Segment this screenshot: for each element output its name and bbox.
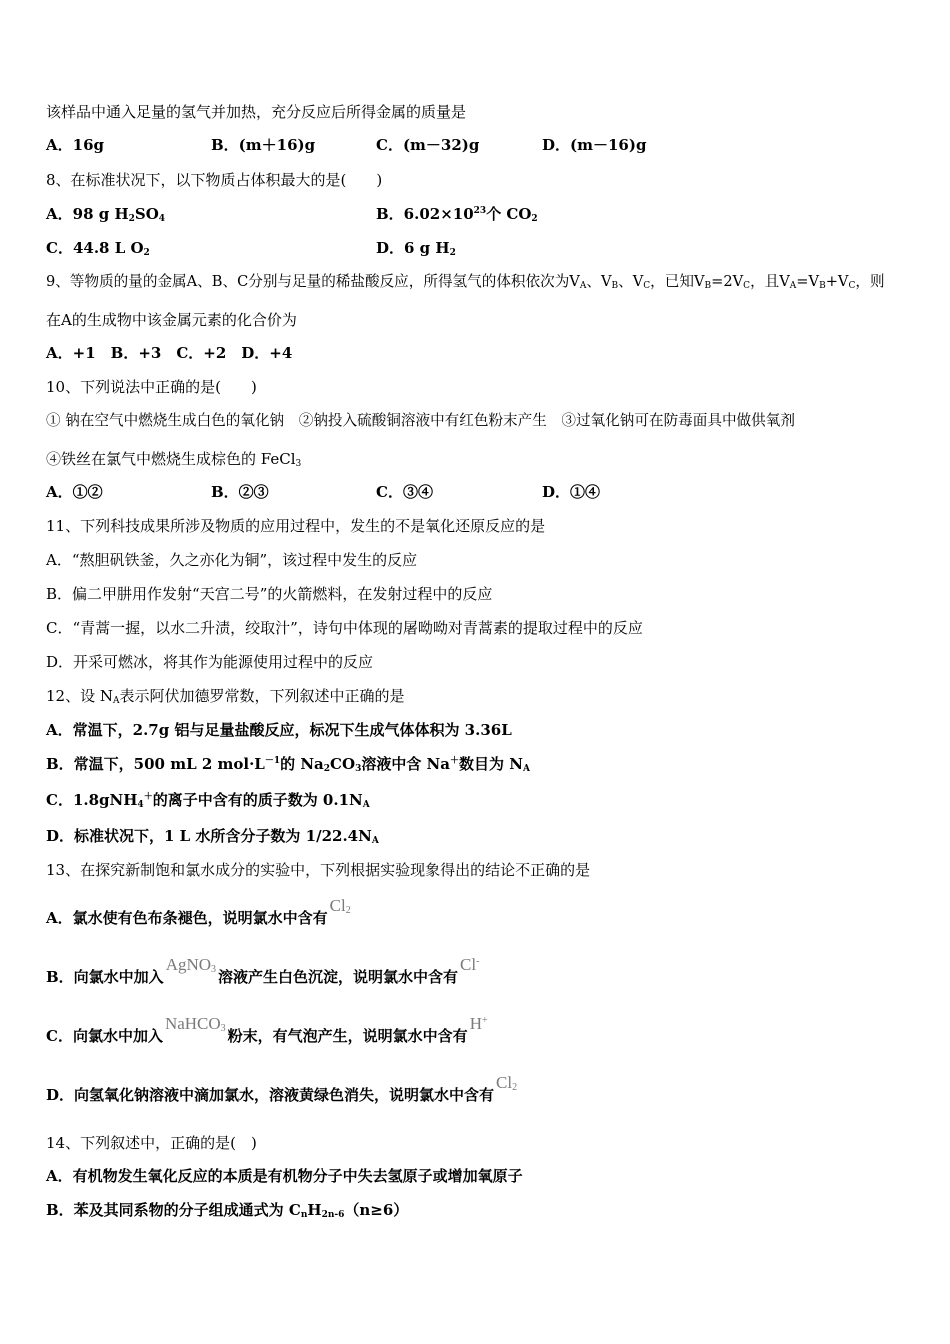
q8-stem: 8、在标准状况下，以下物质占体积最大的是( ) [46, 171, 383, 189]
q11-option-b: B．偏二甲肼用作发射“天宫二号”的火箭燃料，在发射过程中的反应 [46, 585, 493, 603]
q10-option-c: C．③④ [376, 483, 433, 501]
q9-line1: 9、等物质的量的金属A、B、C分别与足量的稀盐酸反应，所得氢气的体积依次为$V_A$、$V_B$、$V_C$，已知$V_B=2V_C$，且$V_A=V_B+V_C$，则 [46, 273, 885, 291]
formula-cl-ion: Cl- [460, 955, 480, 974]
q13-option-b: B．向氯水中加入AgNO$_3$ 溶液产生白色沉淀，说明氯水中含有Cl- [46, 955, 480, 986]
q10-stem: 10、下列说法中正确的是( ) [46, 378, 257, 396]
q13-stem: 13、在探究新制饱和氯水成分的实验中，下列根据实验现象得出的结论不正确的是 [46, 861, 591, 879]
q8-option-c: C．44.8 L $O_2$ [46, 239, 150, 258]
formula-cl2: $Cl_2$ [329, 896, 351, 916]
q14-stem: 14、下列叙述中，正确的是( ) [46, 1134, 257, 1152]
q12-option-b: B．常温下，500 mL 2 $mol\cdot L^{-1}$的 $Na_2CO_3$溶液中含 Na＋数目为 $N_A$ [46, 755, 530, 774]
q11-stem: 11、下列科技成果所涉及物质的应用过程中，发生的不是氧化还原反应的是 [46, 517, 546, 535]
q9-line2: 在A的生成物中该金属元素的化合价为 [46, 311, 297, 329]
q10-option-d: D．①④ [542, 483, 601, 501]
q14-option-a: A．有机物发生氧化反应的本质是有机物分子中失去氢原子或增加氧原子 [46, 1167, 523, 1185]
q7-option-b: B．(m＋16)g [211, 136, 316, 154]
formula-cl2-d: $Cl_2$ [496, 1073, 518, 1093]
q13-option-c: C．向氯水中加入NaHCO$_3$ 粉末，有气泡产生，说明氯水中含有H+ [46, 1014, 488, 1045]
q7-option-c: C．(m－32)g [376, 136, 480, 154]
q10-statements-line1: ① 钠在空气中燃烧生成白色的氧化钠 ②钠投入硫酸铜溶液中有红色粉末产生 ③过氧化钠可在防毒面具中做供氧剂 [46, 412, 795, 429]
q10-option-a: A．①② [46, 483, 103, 501]
q7-option-d: D．(m－16)g [542, 136, 647, 154]
q13-option-a: A．氯水使有色布条褪色，说明氯水中含有$Cl_2$ [46, 896, 351, 927]
q10-option-b: B．②③ [211, 483, 269, 501]
q12-option-a: A．常温下，2.7g 铝与足量盐酸反应，标况下生成气体体积为 3.36L [46, 721, 512, 739]
q11-option-a: A．“熬胆矾铁釜，久之亦化为铜”，该过程中发生的反应 [46, 551, 418, 569]
q11-option-c: C．“青蒿一握，以水二升渍，绞取汁”，诗句中体现的屠呦呦对青蒿素的提取过程中的反应 [46, 619, 643, 637]
q8-option-b: B．$6.02\times 10^{23}$个 $CO_2$ [376, 205, 538, 224]
q11-option-d: D．开采可燃冰，将其作为能源使用过程中的反应 [46, 653, 374, 671]
q10-statements-line2: ④铁丝在氯气中燃烧生成棕色的 FeCl$_3$ [46, 450, 302, 469]
formula-h-ion: H+ [469, 1014, 488, 1033]
q9-options: A．+1 B．+3 C．+2 D．+4 [46, 344, 293, 362]
q13-option-d: D．向氢氧化钠溶液中滴加氯水，溶液黄绿色消失，说明氯水中含有$Cl_2$ [46, 1073, 518, 1104]
q14-option-b: B．苯及其同系物的分子组成通式为 $C_nH_{2n-6}(n\ge 6)$ [46, 1201, 409, 1220]
q7-stem: 该样品中通入足量的氢气并加热，充分反应后所得金属的质量是 [46, 103, 467, 121]
q12-option-d: D．标准状况下，1 L 水所含分子数为 $1/22.4N_A$ [46, 827, 379, 846]
q7-option-a: A．16g [46, 136, 105, 154]
q12-option-c: C．1.8gNH$_4$＋的离子中含有的质子数为 $0.1N_A$ [46, 791, 370, 810]
formula-agno3: AgNO$_3$ [165, 955, 217, 975]
q8-option-d: D．6 g $H_2$ [376, 239, 456, 258]
q12-stem: 12、设 $N_A$表示阿伏加德罗常数，下列叙述中正确的是 [46, 687, 405, 706]
q8-option-a: A．98 g $H_2SO_4$ [46, 205, 166, 224]
formula-nahco3: NaHCO$_3$ [164, 1014, 226, 1034]
